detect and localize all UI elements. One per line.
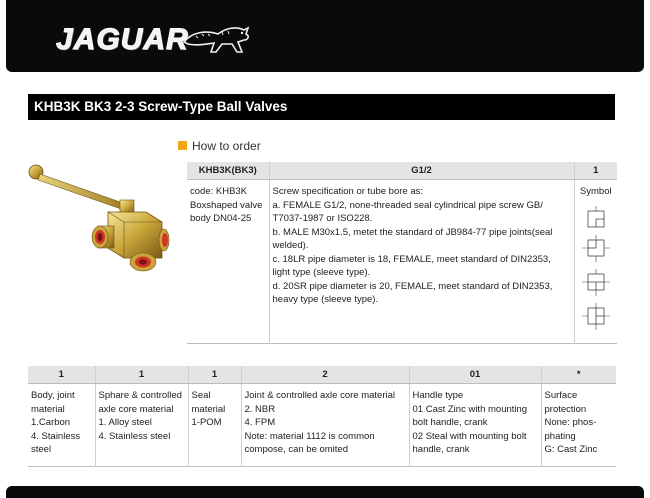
spec-seal-cell bbox=[188, 384, 241, 467]
footer-bar bbox=[6, 486, 644, 498]
cell-line: 02 Steal with mounting bolt bbox=[412, 430, 527, 442]
cell-line: body DN04-25 bbox=[190, 213, 252, 224]
brand-header-bar bbox=[6, 0, 644, 72]
valve-symbol-icon bbox=[581, 301, 611, 331]
cell-line: bolt handle, crank bbox=[412, 417, 488, 428]
spec-table-header bbox=[28, 366, 616, 384]
cell-line: Surface bbox=[544, 390, 578, 401]
spec-table-row bbox=[28, 384, 616, 467]
symbol-label: Symbol bbox=[579, 186, 612, 197]
cell-line: light type (sleeve type). bbox=[272, 267, 371, 278]
spec-joint-cell bbox=[241, 384, 409, 467]
cell-line: steel bbox=[31, 444, 52, 455]
cell-line: T7037-1987 or ISO228. bbox=[272, 213, 373, 224]
cell-line: axle core material bbox=[98, 403, 174, 415]
order-header-thread: G1/2 bbox=[269, 162, 574, 180]
cell-line: material bbox=[31, 403, 65, 415]
cell-line: Body, joint bbox=[31, 390, 75, 401]
spec-sphere-cell bbox=[95, 384, 188, 467]
cell-line: heavy type (sleeve type). bbox=[272, 294, 379, 305]
cell-line: 4. Stainless steel bbox=[98, 430, 171, 442]
spec-header-surface: * bbox=[541, 366, 616, 384]
section-heading bbox=[178, 139, 261, 153]
spec-body-cell bbox=[28, 384, 95, 467]
cell-line: d. 20SR pipe diameter is 20, FEMALE, meet standard of DIN2353, bbox=[272, 280, 553, 292]
order-header-symbol-code: 1 bbox=[574, 162, 617, 180]
cell-line: c. 18LR pipe diameter is 18, FEMALE, meet standard of DIN2353, bbox=[272, 253, 551, 265]
cell-line: Screw specification or tube bore as: bbox=[272, 186, 423, 197]
order-header-code: KHB3K(BK3) bbox=[187, 162, 269, 180]
order-table-header bbox=[187, 162, 617, 180]
logo-text: JAGUAR bbox=[56, 23, 189, 56]
spec-surface-cell bbox=[541, 384, 616, 467]
spec-header-seal: 1 bbox=[188, 366, 241, 384]
cell-line: G: Cast Zinc bbox=[544, 444, 598, 455]
spec-header-sphere: 1 bbox=[95, 366, 188, 384]
page-title: KHB3K BK3 2-3 Screw-Type Ball Valves bbox=[28, 94, 615, 120]
section-heading-text: How to order bbox=[192, 139, 261, 153]
bullet-square-icon bbox=[178, 141, 187, 150]
cell-line: Joint & controlled axle core material bbox=[244, 390, 395, 401]
cell-line: 1-POM bbox=[191, 417, 222, 428]
cell-line: protection bbox=[544, 403, 587, 415]
brand-logo bbox=[56, 20, 256, 60]
cell-line: code: KHB3K bbox=[190, 186, 248, 197]
valve-symbol-icon bbox=[581, 267, 611, 297]
cell-line: 01 Cast Zinc with mounting bbox=[412, 403, 528, 415]
cell-line: None: phos- bbox=[544, 417, 597, 428]
order-table-row bbox=[187, 180, 617, 344]
spec-table bbox=[28, 366, 616, 467]
spec-header-joint: 2 bbox=[241, 366, 409, 384]
cell-line: phating bbox=[544, 430, 576, 442]
cell-line: material bbox=[191, 403, 226, 415]
cell-line: Handle type bbox=[412, 390, 464, 401]
spec-header-body: 1 bbox=[28, 366, 95, 384]
cell-line: a. FEMALE G1/2, none-threaded seal cylindrical pipe screw GB/ bbox=[272, 199, 543, 211]
order-symbol-cell bbox=[574, 180, 617, 344]
order-table bbox=[187, 162, 617, 344]
cell-line: welded). bbox=[272, 240, 309, 251]
cell-line: Boxshaped valve bbox=[190, 199, 263, 211]
cell-line: Sphare & controlled bbox=[98, 390, 182, 401]
cell-line: 4. Stainless bbox=[31, 430, 81, 442]
cell-line: 2. NBR bbox=[244, 403, 276, 415]
valve-symbol-icon bbox=[581, 233, 611, 263]
cell-line: b. MALE M30x1.5, metet the standard of JB984-77 pipe joints(seal bbox=[272, 226, 553, 238]
jaguar-cat-icon bbox=[182, 22, 252, 56]
cell-line: compose, can be omited bbox=[244, 444, 349, 455]
cell-line: 1. Alloy steel bbox=[98, 417, 152, 428]
spec-handle-cell bbox=[409, 384, 541, 467]
cell-line: handle, crank bbox=[412, 444, 470, 455]
order-thread-cell bbox=[269, 180, 574, 344]
cell-line: 1.Carbon bbox=[31, 417, 71, 428]
valve-symbol-icon bbox=[581, 205, 611, 231]
ball-valve-product-image bbox=[28, 160, 178, 280]
order-code-cell bbox=[187, 180, 269, 344]
cell-line: Note: material 1112 is common bbox=[244, 430, 375, 442]
cell-line: Seal bbox=[191, 390, 211, 401]
cell-line: 4. FPM bbox=[244, 417, 276, 428]
spec-header-handle: 01 bbox=[409, 366, 541, 384]
